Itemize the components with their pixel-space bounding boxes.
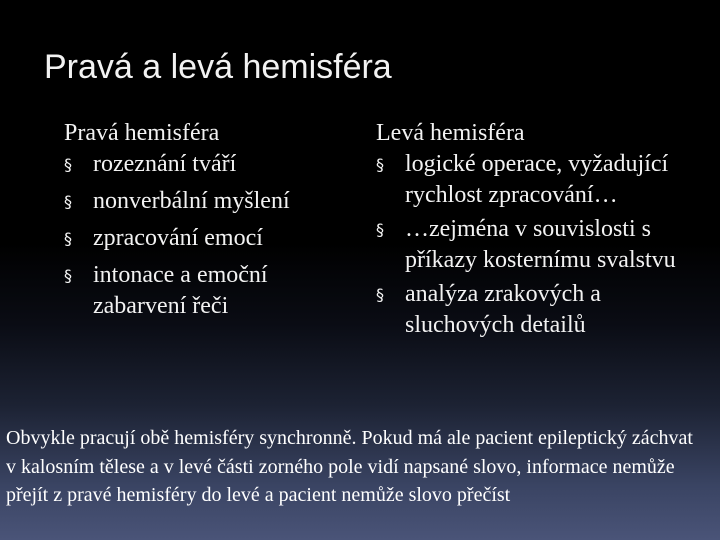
right-column [376, 118, 706, 344]
footer-note: Obvykle pracují obě hemisféry synchronně. Pokud má ale pacient epileptický záchvat v kalosním tělese a v levé části zorného pole vidí napsané slovo, informace nemůže přejít z pravé hemisféry do levé a pacient nemůže slovo přečíst [6, 427, 693, 506]
list-item-text: …zejména v souvislosti s příkazy kosternímu svalstvu [405, 216, 676, 273]
section-sign-icon: § [376, 285, 384, 304]
list-item-text: nonverbální myšlení [93, 188, 290, 214]
list-item [64, 149, 354, 180]
left-column-heading: Pravá hemisféra [64, 120, 220, 146]
list-item-text: rozeznání tváří [93, 151, 237, 177]
list-item-text: intonace a emoční zabarvení řeči [93, 262, 268, 319]
list-item-text: logické operace, vyžadující rychlost zpracování… [405, 151, 669, 208]
list-item [376, 214, 706, 276]
list-item [64, 260, 354, 322]
section-sign-icon: § [376, 155, 384, 174]
right-column-heading: Levá hemisféra [376, 120, 525, 146]
list-item [64, 223, 354, 254]
section-sign-icon: § [64, 266, 72, 285]
slide-title: Pravá a levá hemisféra [44, 48, 392, 86]
right-bullet-list [376, 149, 706, 341]
section-sign-icon: § [64, 192, 72, 211]
left-bullet-list [64, 149, 354, 322]
list-item [376, 149, 706, 211]
list-item [376, 279, 706, 341]
section-sign-icon: § [376, 220, 384, 239]
section-sign-icon: § [64, 155, 72, 174]
section-sign-icon: § [64, 229, 72, 248]
list-item-text: zpracování emocí [93, 225, 263, 251]
left-column [64, 118, 354, 328]
list-item-text: analýza zrakových a sluchových detailů [405, 281, 601, 338]
list-item [64, 186, 354, 217]
